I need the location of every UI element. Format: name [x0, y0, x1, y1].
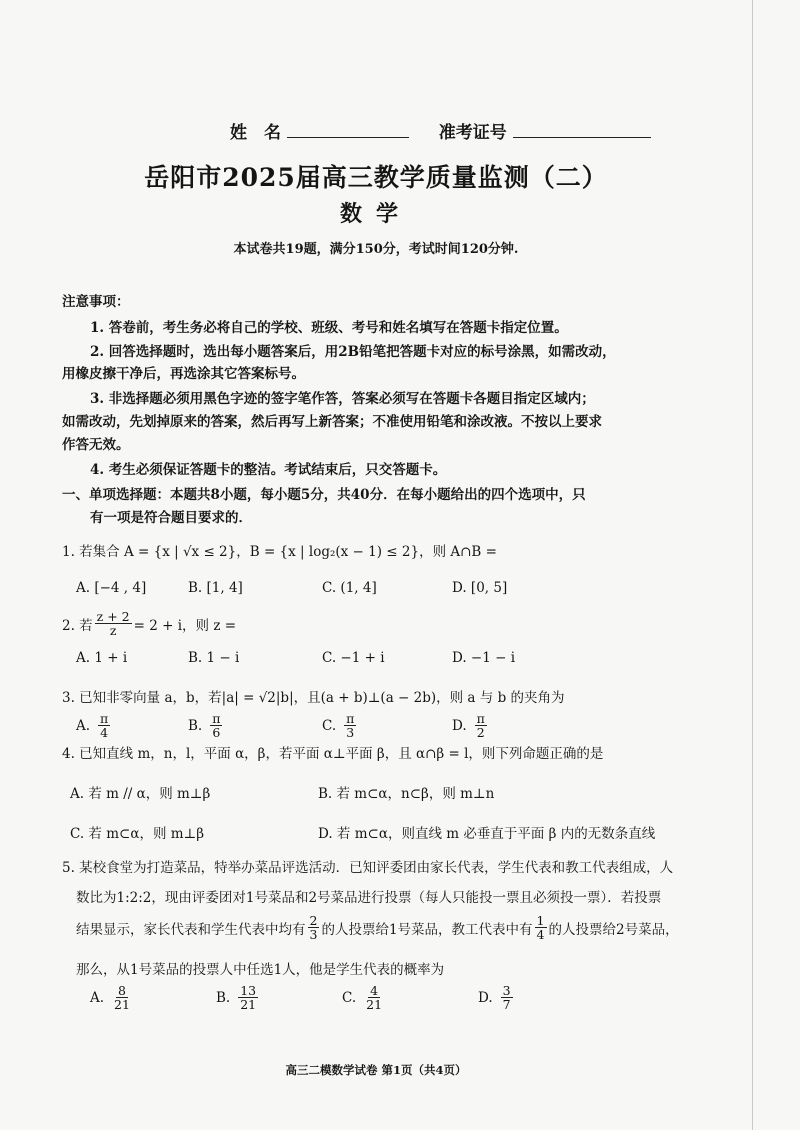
- q5-option-d-den: 7: [502, 997, 511, 1013]
- notice-item-3-line-2: 如需改动，先划掉原来的答案，然后再写上新答案；不准使用铅笔和涂改液。不按以上要求: [62, 414, 602, 430]
- page-footer: 高三二模数学试卷 第1页（共4页）: [285, 1063, 467, 1077]
- q3-option-a: [76, 712, 112, 739]
- q4-option-a: A. 若 m // α，则 m⊥β: [70, 786, 211, 802]
- q5-option-d-num: 3: [502, 983, 511, 998]
- q5-option-c-fraction: [364, 984, 384, 1011]
- q5-line-2: 数比为1:2:2，现由评委团对1号菜品和2号菜品进行投票（每人只能投一票且必须投一票）．若投票: [76, 890, 662, 906]
- q5-line-1: 5. 某校食堂为打造菜品，特举办菜品评选活动．已知评委团由家长代表，学生代表和教工代表组成，人: [62, 860, 674, 876]
- q2-option-b: B. 1 − i: [188, 650, 240, 666]
- q3-stem: 3. 已知非零向量 a，b，若|a| = √2|b|，且(a + b)⊥(a − 2b)，则 a 与 b 的夹角为: [62, 690, 565, 706]
- q3-option-c-num: π: [346, 711, 355, 726]
- section-1-line-1: 一、单项选择题：本题共8小题，每小题5分，共40分．在每小题给出的四个选项中，只: [62, 487, 586, 503]
- q3-option-b-den: 6: [212, 725, 221, 741]
- q2-option-d: D. −1 − i: [452, 650, 516, 666]
- q3-option-d-den: 2: [476, 725, 485, 741]
- q3-option-c: [322, 712, 358, 739]
- name-id-line: [230, 118, 651, 143]
- q3-option-a-fraction: [98, 712, 110, 739]
- q5-option-b-den: 21: [240, 997, 257, 1013]
- q2-prefix: 2. 若: [62, 617, 93, 634]
- q5-line-3-part-a: 结果显示，家长代表和学生代表中均有: [76, 921, 306, 938]
- exam-title: 岳阳市2025届高三教学质量监测（二）: [144, 163, 608, 192]
- q5-option-c-num: 4: [370, 983, 379, 998]
- q5-fraction-2-den: 4: [536, 927, 545, 943]
- q4-option-b: B. 若 m⊂α，n⊂β，则 m⊥n: [318, 786, 495, 802]
- q3-option-c-label: C.: [322, 717, 337, 734]
- q5-option-a-fraction: [112, 984, 132, 1011]
- q2-suffix: = 2 + i，则 z =: [133, 617, 237, 634]
- q5-option-b-label: B.: [216, 989, 231, 1006]
- notice-item-2-line-2: 用橡皮擦干净后，再选涂其它答案标号。: [62, 366, 305, 382]
- q2-denominator: z: [109, 623, 117, 639]
- q4-stem: 4. 已知直线 m，n，l，平面 α，β，若平面 α⊥平面 β，且 α∩β = l，则下列命题正确的是: [62, 746, 604, 762]
- name-label: 姓 名: [230, 123, 281, 143]
- q1-option-c: C. (1, 4]: [322, 580, 377, 596]
- q2-option-a: A. 1 + i: [76, 650, 128, 666]
- q5-fraction-1-num: 2: [309, 913, 318, 928]
- q2-option-c: C. −1 + i: [322, 650, 385, 666]
- notice-item-2-line-1: 2. 回答选择题时，选出每小题答案后，用2B铅笔把答题卡对应的标号涂黑，如需改动，: [90, 344, 616, 360]
- q3-option-b-fraction: [210, 712, 222, 739]
- notice-heading: 注意事项：: [62, 294, 130, 310]
- id-label: 准考证号: [438, 123, 507, 143]
- page-edge: [752, 0, 753, 1130]
- q5-option-d-label: D.: [478, 989, 493, 1006]
- q1-option-b: B. [1, 4]: [188, 580, 243, 596]
- q5-option-a-num: 8: [118, 983, 126, 998]
- q1-stem: 1. 若集合 A = {x | √x ≤ 2}，B = {x | log₂(x − 1) ≤ 2}，则 A∩B =: [62, 544, 497, 560]
- q5-line-3-part-b: 的人投票给1号菜品，教工代表中有: [321, 921, 533, 938]
- q5-option-c-label: C.: [342, 989, 357, 1006]
- q5-option-c-den: 21: [366, 997, 383, 1013]
- q3-option-a-label: A.: [76, 717, 91, 734]
- q3-option-b: [188, 712, 224, 739]
- q2-numerator: z + 2: [96, 609, 130, 624]
- q3-option-b-label: B.: [188, 717, 203, 734]
- q3-option-d-label: D.: [452, 717, 467, 734]
- q5-option-c: [342, 984, 386, 1011]
- q4-option-c: C. 若 m⊂α，则 m⊥β: [70, 826, 205, 842]
- q1-option-d: D. [0, 5]: [452, 580, 508, 596]
- q5-option-b-num: 13: [240, 983, 257, 998]
- q5-option-b-fraction: [238, 984, 258, 1011]
- q5-option-a: [90, 984, 134, 1011]
- q3-option-d: [452, 712, 489, 739]
- q5-line-3: [76, 914, 679, 941]
- q3-option-d-num: π: [476, 711, 485, 726]
- id-blank: [513, 121, 651, 138]
- name-blank: [287, 121, 409, 138]
- q5-fraction-2: [535, 914, 547, 941]
- notice-item-1: 1. 答卷前，考生务必将自己的学校、班级、考号和姓名填写在答题卡指定位置。: [90, 320, 568, 336]
- section-1-line-2: 有一项是符合题目要求的．: [90, 510, 252, 526]
- q3-option-b-num: π: [212, 711, 221, 726]
- q5-option-d-fraction: [501, 984, 513, 1011]
- q5-line-3-part-c: 的人投票给2号菜品，: [548, 921, 679, 938]
- q3-option-c-fraction: [344, 712, 356, 739]
- q3-option-a-num: π: [100, 711, 109, 726]
- q2-stem: [62, 610, 236, 637]
- notice-item-3-line-1: 3. 非选择题必须用黑色字迹的签字笔作答，答案必须写在答题卡各题目指定区域内；: [90, 391, 595, 407]
- q5-fraction-2-num: 1: [536, 913, 545, 928]
- q5-option-b: [216, 984, 260, 1011]
- q3-option-c-den: 3: [346, 725, 355, 741]
- exam-subject: 数学: [339, 201, 412, 227]
- q3-option-d-fraction: [475, 712, 487, 739]
- q5-fraction-1-den: 3: [309, 927, 318, 943]
- q5-option-a-den: 21: [114, 997, 130, 1013]
- q5-line-4: 那么，从1号菜品的投票人中任选1人，他是学生代表的概率为: [76, 962, 445, 978]
- notice-item-4: 4. 考生必须保证答题卡的整洁。考试结束后，只交答题卡。: [90, 462, 447, 478]
- q5-fraction-1: [308, 914, 320, 941]
- q5-option-a-label: A.: [90, 989, 105, 1006]
- exam-summary: 本试卷共19题，满分150分，考试时间120分钟.: [233, 242, 519, 257]
- q5-option-d: [478, 984, 515, 1011]
- q4-option-d: D. 若 m⊂α，则直线 m 必垂直于平面 β 内的无数条直线: [318, 826, 656, 842]
- q1-option-a: A. [−4 , 4]: [76, 580, 147, 596]
- q3-option-a-den: 4: [100, 725, 109, 741]
- q2-fraction: [95, 610, 132, 637]
- notice-item-3-line-3: 作答无效。: [62, 437, 130, 453]
